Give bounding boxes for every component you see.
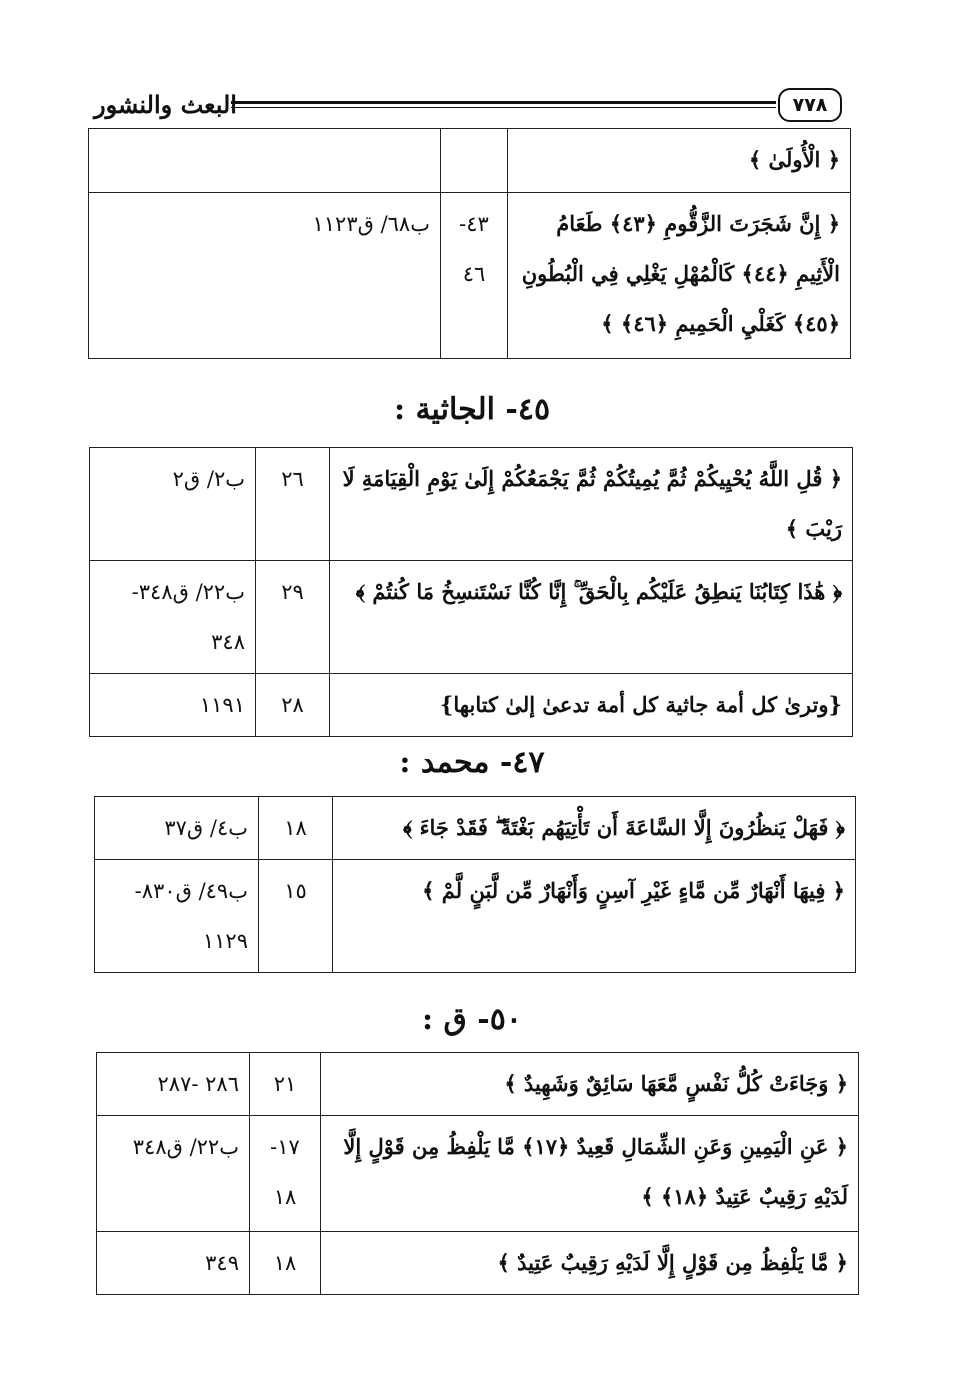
- table-row: [90, 674, 853, 737]
- ayah-number: ٢٩: [256, 561, 330, 674]
- verse-text: ﴿ إِنَّ شَجَرَتَ الزَّقُّومِ ﴿٤٣﴾ طَعَامُ الْأَثِيمِ ﴿٤٤﴾ كَالْمُهْلِ يَغْلِي فِي الْبُطُونِ ﴿٤٥﴾ كَغَلْيِ الْحَمِيمِ ﴿٤٦﴾ ﴾: [508, 193, 851, 359]
- table-row: [97, 1053, 859, 1116]
- table-row: [90, 561, 853, 674]
- surah-heading-al-jathiya: ٤٥- الجاثية :: [393, 392, 551, 427]
- surah-heading-qaf: ٥٠- ق :: [422, 1002, 522, 1037]
- reference: ب٢٢/ ق٣٤٨: [97, 1116, 250, 1232]
- reference: ٢٨٦ -٢٨٧: [97, 1053, 250, 1116]
- page-header: [88, 88, 848, 126]
- verse-text: ﴿ فَهَلْ يَنظُرُونَ إِلَّا السَّاعَةَ أَن تَأْتِيَهُم بَغْتَةً ۖ فَقَدْ جَاءَ ﴾: [333, 797, 856, 860]
- ayah-number: ٢١: [250, 1053, 321, 1116]
- verse-text: ﴿ مَّا يَلْفِظُ مِن قَوْلٍ إِلَّا لَدَيْهِ رَقِيبٌ عَتِيدٌ ﴾: [321, 1232, 859, 1295]
- table-row: [95, 860, 856, 973]
- page-number: ٧٧٨: [778, 88, 842, 122]
- verse-text: ﴿ فِيهَا أَنْهَارٌ مِّن مَّاءٍ غَيْرِ آسِنٍ وَأَنْهَارٌ مِّن لَّبَنٍ لَّمْ ﴾: [333, 860, 856, 973]
- verse-text: ﴿ عَنِ الْيَمِينِ وَعَنِ الشِّمَالِ قَعِيدٌ ﴿١٧﴾ مَّا يَلْفِظُ مِن قَوْلٍ إِلَّا لَدَيْهِ رَقِيبٌ عَتِيدٌ ﴿١٨﴾ ﴾: [321, 1116, 859, 1232]
- verse-text: {وترىٰ كل أمة جاثية كل أمة تدعىٰ إلىٰ كتابها}: [330, 674, 853, 737]
- ayah-number: ٢٨: [256, 674, 330, 737]
- reference: ب٤/ ق٣٧: [95, 797, 259, 860]
- table-row: [89, 193, 851, 359]
- table-row: [89, 129, 851, 193]
- verse-text: ﴿ قُلِ اللَّهُ يُحْيِيكُمْ ثُمَّ يُمِيتُكُمْ ثُمَّ يَجْمَعُكُمْ إِلَىٰ يَوْمِ الْقِيَامَةِ لَا رَيْبَ ﴾: [330, 448, 853, 561]
- reference: ب٤٩/ ق٨٣٠- ١١٢٩: [95, 860, 259, 973]
- surah-heading-muhammad: ٤٧- محمد :: [399, 745, 545, 780]
- ayah-number: ١٧- ١٨: [250, 1116, 321, 1232]
- verses-table-muhammad: [94, 796, 856, 973]
- verse-text: ﴿ الْأُولَىٰ ﴾: [508, 129, 851, 193]
- ayah-number: [441, 129, 508, 193]
- ayah-number: ٢٦: [256, 448, 330, 561]
- reference: ١١٩١: [90, 674, 256, 737]
- reference: ب٢/ ق٢: [90, 448, 256, 561]
- book-title: البعث والنشور: [94, 90, 237, 119]
- reference: ب٦٨/ ق١١٢٣: [89, 193, 441, 359]
- ayah-number: ١٨: [250, 1232, 321, 1295]
- reference: ب٢٢/ ق٣٤٨- ٣٤٨: [90, 561, 256, 674]
- ayah-number: ١٨: [259, 797, 333, 860]
- ayah-number: ١٥: [259, 860, 333, 973]
- reference: [89, 129, 441, 193]
- table-row: [95, 797, 856, 860]
- verse-text: ﴿ وَجَاءَتْ كُلُّ نَفْسٍ مَّعَهَا سَائِقٌ وَشَهِيدٌ ﴾: [321, 1053, 859, 1116]
- verses-table-qaf: [96, 1052, 859, 1295]
- ayah-number: ٤٣- ٤٦: [441, 193, 508, 359]
- verses-table-continuation: [88, 128, 851, 359]
- header-rule: [231, 101, 776, 108]
- verses-table-al-jathiya: [89, 447, 853, 737]
- table-row: [97, 1232, 859, 1295]
- reference: ٣٤٩: [97, 1232, 250, 1295]
- table-row: [97, 1116, 859, 1232]
- verse-text: ﴿ هَٰذَا كِتَابُنَا يَنطِقُ عَلَيْكُم بِالْحَقِّ ۚ إِنَّا كُنَّا نَسْتَنسِخُ مَا كُنتُمْ ﴾: [330, 561, 853, 674]
- table-row: [90, 448, 853, 561]
